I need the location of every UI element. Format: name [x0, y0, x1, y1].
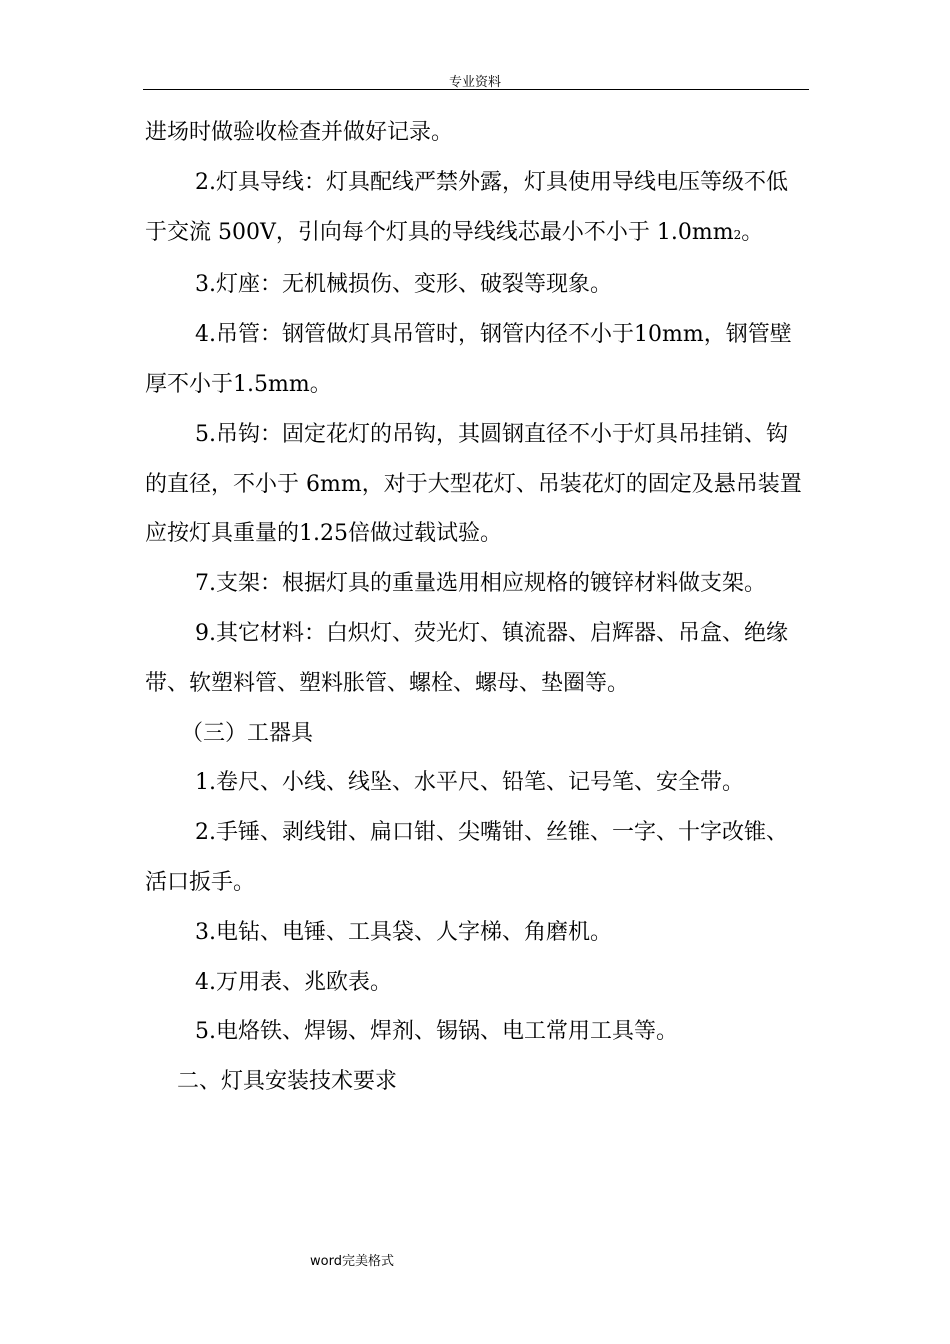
- paragraph-other-materials: 9.其它材料：白炽灯、荧光灯、镇流器、启辉器、吊盒、绝缘带、软塑料管、塑料胀管、螺栓、螺母、垫圈等。: [145, 620, 788, 696]
- lamp-wire-end: 。: [741, 219, 764, 245]
- paragraph-lamp-holder: 3.灯座：无机械损伤、变形、破裂等现象。: [195, 272, 612, 298]
- paragraph-tools-4: 4.万用表、兆欧表。: [195, 969, 392, 995]
- document-body: [145, 108, 809, 1107]
- unit-superscript: 2: [733, 227, 742, 242]
- paragraph-tools-3: 3.电钻、电锤、工具袋、人字梯、角磨机。: [195, 919, 612, 945]
- paragraph-tools-1: 1.卷尺、小线、线坠、水平尺、铅笔、记号笔、安全带。: [195, 770, 744, 796]
- paragraph-inspection-record: 进场时做验收检查并做好记录。: [145, 120, 454, 145]
- lamp-wire-text: 2.灯具导线：灯具配线严禁外露，灯具使用导线电压等级不低于交流 500V，引向每个灯具的导线线芯最小不小于 1.0mm: [145, 169, 788, 245]
- header-divider: [143, 89, 809, 90]
- page-footer: word完美格式: [310, 1254, 394, 1269]
- paragraph-tools-2: 2.手锤、剥线钳、扁口钳、尖嘴钳、丝锥、一字、十字改锥、活口扳手。: [145, 820, 788, 895]
- paragraph-tools-5: 5.电烙铁、焊锡、焊剂、锡锅、电工常用工具等。: [195, 1019, 678, 1045]
- paragraph-hook: 5.吊钩：固定花灯的吊钩，其圆钢直径不小于灯具吊挂销、钩的直径，不小于 6mm，对于大型花灯、吊装花灯的固定及悬吊装置应按灯具重量的1.25倍做过载试验。: [145, 421, 802, 547]
- paragraph-bracket: 7.支架：根据灯具的重量选用相应规格的镀锌材料做支架。: [195, 571, 766, 597]
- section-heading-installation: 二、灯具安装技术要求: [177, 1069, 398, 1095]
- page-header: 专业资料: [448, 75, 501, 90]
- paragraph-hanging-pipe: 4.吊管：钢管做灯具吊管时，钢管内径不小于10mm，钢管壁厚不小于1.5mm。: [145, 322, 792, 397]
- section-heading-tools: （三）工器具: [181, 720, 314, 746]
- paragraph-lamp-wire: [145, 158, 809, 261]
